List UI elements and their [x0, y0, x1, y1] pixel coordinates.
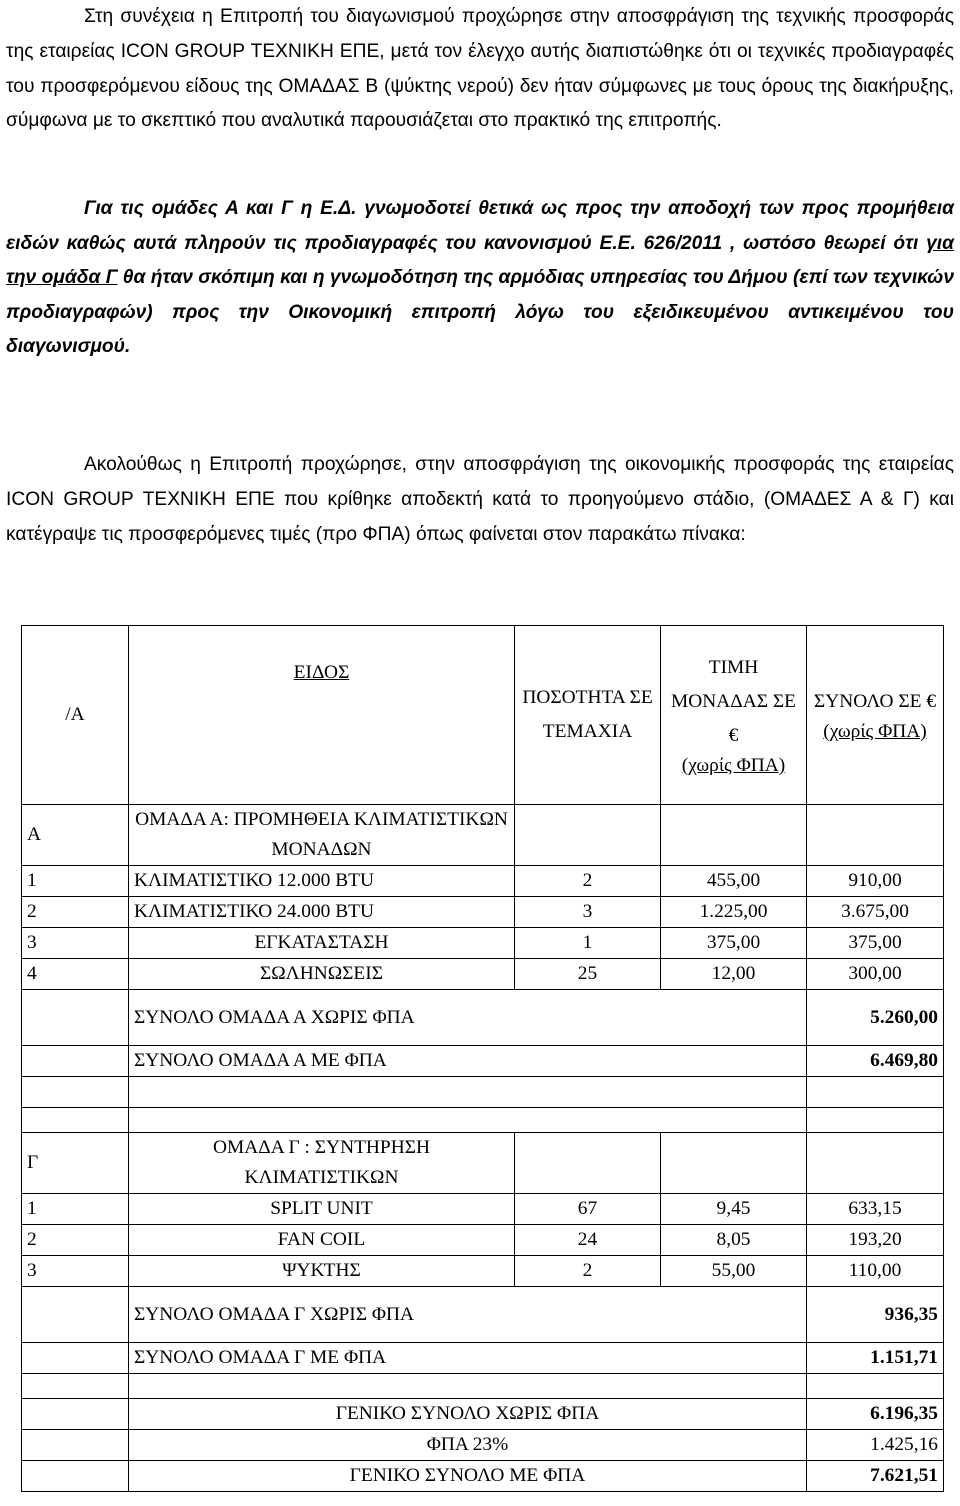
row-item: SPLIT UNIT [129, 1194, 515, 1225]
row-unit: 55,00 [661, 1256, 807, 1287]
empty-cell [807, 1077, 944, 1108]
header-total-note: (χωρίς ΦΠΑ) [823, 721, 927, 742]
paragraph-technical-offer-text: Στη συνέχεια η Επιτροπή του διαγωνισμού προχώρησε στην αποσφράγιση της τεχνικής προσφοράς της εταιρείας ICON GROUP ΤΕΧΝΙΚΗ ΕΠΕ, μετά τον έλεγχο αυτής διαπιστώθηκε ότι οι τεχνικές προδιαγραφές του προσφερόμενου είδους της ΟΜΑΔΑΣ Β (ψύκτης νερού) δεν ήταν σύμφωνες με τους όρους της διακήρυξης, σύμφωνα με το σκεπτικό που αναλυτικά παρουσιάζεται στο πρακτικό της επιτροπής. [6, 6, 954, 132]
row-unit: 455,00 [661, 866, 807, 897]
grand-total-no-vat-value: 6.196,35 [807, 1399, 944, 1430]
row-number: 1 [22, 866, 129, 897]
row-qty: 2 [515, 866, 661, 897]
empty-cell [807, 1133, 944, 1194]
empty-cell [129, 1077, 807, 1108]
group-c-total-no-vat-row [22, 1287, 944, 1343]
blank-row [22, 1077, 944, 1108]
row-unit: 9,45 [661, 1194, 807, 1225]
row-total: 910,00 [807, 866, 944, 897]
row-number: 2 [22, 897, 129, 928]
empty-cell [807, 1374, 944, 1399]
group-a-letter: Α [22, 805, 129, 866]
row-qty: 67 [515, 1194, 661, 1225]
header-unit-price-note: (χωρίς ΦΠΑ) [681, 755, 786, 776]
table-row [22, 1256, 944, 1287]
row-number: 4 [22, 959, 129, 990]
empty-cell [515, 805, 661, 866]
row-total: 375,00 [807, 928, 944, 959]
row-total: 300,00 [807, 959, 944, 990]
group-a-total-no-vat-value: 5.260,00 [807, 990, 944, 1046]
row-total: 110,00 [807, 1256, 944, 1287]
row-qty: 1 [515, 928, 661, 959]
row-total: 3.675,00 [807, 897, 944, 928]
empty-cell [22, 1343, 129, 1374]
group-a-title-row [22, 805, 944, 866]
table-row [22, 1225, 944, 1256]
empty-cell [129, 1108, 807, 1133]
price-table [21, 625, 944, 1492]
header-aa: /Α [22, 626, 129, 805]
row-qty: 25 [515, 959, 661, 990]
group-c-title: ΟΜΑΔΑ Γ : ΣΥΝΤΗΡΗΣΗ ΚΛΙΜΑΤΙΣΤΙΚΩΝ [129, 1133, 515, 1194]
table-row [22, 928, 944, 959]
blank-row [22, 1374, 944, 1399]
paragraph-opinion-underlined: για την ομάδα Γ [6, 232, 954, 289]
table-row [22, 897, 944, 928]
empty-cell [22, 990, 129, 1046]
row-number: 3 [22, 928, 129, 959]
vat-value: 1.425,16 [807, 1430, 944, 1461]
paragraph-opinion-text-a: Για τις ομάδες Α και Γ η Ε.Δ. γνωμοδοτεί θετικά ως προς την αποδοχή των προς προμήθεια ειδών καθώς αυτά πληρούν τις προδιαγραφές του κανονισμού Ε.Ε. 626/2011 , ωστόσο θεωρεί ότι [6, 198, 954, 254]
empty-cell [22, 1430, 129, 1461]
empty-cell [22, 1399, 129, 1430]
row-qty: 2 [515, 1256, 661, 1287]
row-item: ΚΛΙΜΑΤΙΣΤΙΚΟ 12.000 BTU [129, 866, 515, 897]
empty-cell [22, 1077, 129, 1108]
grand-total-vat-value: 7.621,51 [807, 1461, 944, 1492]
table-row [22, 866, 944, 897]
row-item: ΨΥΚΤΗΣ [129, 1256, 515, 1287]
group-c-total-vat-label: ΣΥΝΟΛΟ ΟΜΑΔΑ Γ ΜΕ ΦΠΑ [129, 1343, 807, 1374]
row-unit: 1.225,00 [661, 897, 807, 928]
row-qty: 3 [515, 897, 661, 928]
row-number: 3 [22, 1256, 129, 1287]
empty-cell [22, 1046, 129, 1077]
row-item: ΣΩΛΗΝΩΣΕΙΣ [129, 959, 515, 990]
row-unit: 8,05 [661, 1225, 807, 1256]
row-qty: 24 [515, 1225, 661, 1256]
header-qty: ΠΟΣΟΤΗΤΑ ΣΕ ΤΕΜΑΧΙΑ [515, 626, 661, 805]
group-a-total-vat-label: ΣΥΝΟΛΟ ΟΜΑΔΑ Α ΜΕ ΦΠΑ [129, 1046, 807, 1077]
row-unit: 375,00 [661, 928, 807, 959]
paragraph-technical-offer [6, 0, 954, 139]
group-c-total-no-vat-label: ΣΥΝΟΛΟ ΟΜΑΔΑ Γ ΧΩΡΙΣ ΦΠΑ [129, 1287, 807, 1343]
group-a-title: ΟΜΑΔΑ Α: ΠΡΟΜΗΘΕΙΑ ΚΛΙΜΑΤΙΣΤΙΚΩΝ ΜΟΝΑΔΩΝ [129, 805, 515, 866]
header-unit-price [661, 626, 807, 805]
paragraph-opinion [6, 192, 954, 365]
table-row [22, 959, 944, 990]
empty-cell [22, 1374, 129, 1399]
empty-cell [661, 1133, 807, 1194]
row-number: 2 [22, 1225, 129, 1256]
paragraph-financial-offer [6, 448, 954, 552]
group-c-letter: Γ [22, 1133, 129, 1194]
header-item: ΕΙΔΟΣ [129, 626, 515, 805]
grand-total-no-vat-label: ΓΕΝΙΚΟ ΣΥΝΟΛΟ ΧΩΡΙΣ ΦΠΑ [129, 1399, 807, 1430]
row-item: FAN COIL [129, 1225, 515, 1256]
vat-label: ΦΠΑ 23% [129, 1430, 807, 1461]
table-header-row [22, 626, 944, 805]
group-a-total-no-vat-label: ΣΥΝΟΛΟ ΟΜΑΔΑ Α ΧΩΡΙΣ ΦΠΑ [129, 990, 807, 1046]
empty-cell [661, 805, 807, 866]
empty-cell [22, 1287, 129, 1343]
group-c-title-row [22, 1133, 944, 1194]
row-item: ΚΛΙΜΑΤΙΣΤΙΚΟ 24.000 BTU [129, 897, 515, 928]
table-row [22, 1194, 944, 1225]
row-number: 1 [22, 1194, 129, 1225]
header-total-label: ΣΥΝΟΛΟ ΣΕ € [813, 691, 937, 712]
group-a-total-vat-value: 6.469,80 [807, 1046, 944, 1077]
row-total: 633,15 [807, 1194, 944, 1225]
paragraph-opinion-text-b: θα ήταν σκόπιμη και η γνωμοδότηση της αρμόδιας υπηρεσίας του Δήμου (επί των τεχνικών προδιαγραφών) προς την Οικονομική επιτροπή λόγω του εξειδικευμένου αντικειμένου του διαγωνισμού. [6, 267, 954, 358]
row-unit: 12,00 [661, 959, 807, 990]
empty-cell [515, 1133, 661, 1194]
empty-cell [807, 805, 944, 866]
group-a-total-no-vat-row [22, 990, 944, 1046]
group-a-total-vat-row [22, 1046, 944, 1077]
header-total [807, 626, 944, 805]
vat-row [22, 1430, 944, 1461]
empty-cell [22, 1108, 129, 1133]
empty-cell [22, 1461, 129, 1492]
group-c-total-no-vat-value: 936,35 [807, 1287, 944, 1343]
header-unit-price-label: ΤΙΜΗ ΜΟΝΑΔΑΣ ΣΕ € [671, 657, 796, 746]
empty-cell [807, 1108, 944, 1133]
empty-cell [129, 1374, 807, 1399]
grand-total-vat-label: ΓΕΝΙΚΟ ΣΥΝΟΛΟ ΜΕ ΦΠΑ [129, 1461, 807, 1492]
paragraph-financial-offer-text: Ακολούθως η Επιτροπή προχώρησε, στην αποσφράγιση της οικονομικής προσφοράς της εταιρείας ICON GROUP ΤΕΧΝΙΚΗ ΕΠΕ που κρίθηκε αποδεκτή κατά το προηγούμενο στάδιο, (ΟΜΑΔΕΣ Α & Γ) και κατέγραψε τις προσφερόμενες τιμές (προ ΦΠΑ) όπως φαίνεται στον παρακάτω πίνακα: [6, 454, 954, 545]
grand-total-vat-row [22, 1461, 944, 1492]
row-total: 193,20 [807, 1225, 944, 1256]
group-c-total-vat-value: 1.151,71 [807, 1343, 944, 1374]
group-c-total-vat-row [22, 1343, 944, 1374]
blank-row [22, 1108, 944, 1133]
grand-total-no-vat-row [22, 1399, 944, 1430]
row-item: ΕΓΚΑΤΑΣΤΑΣΗ [129, 928, 515, 959]
